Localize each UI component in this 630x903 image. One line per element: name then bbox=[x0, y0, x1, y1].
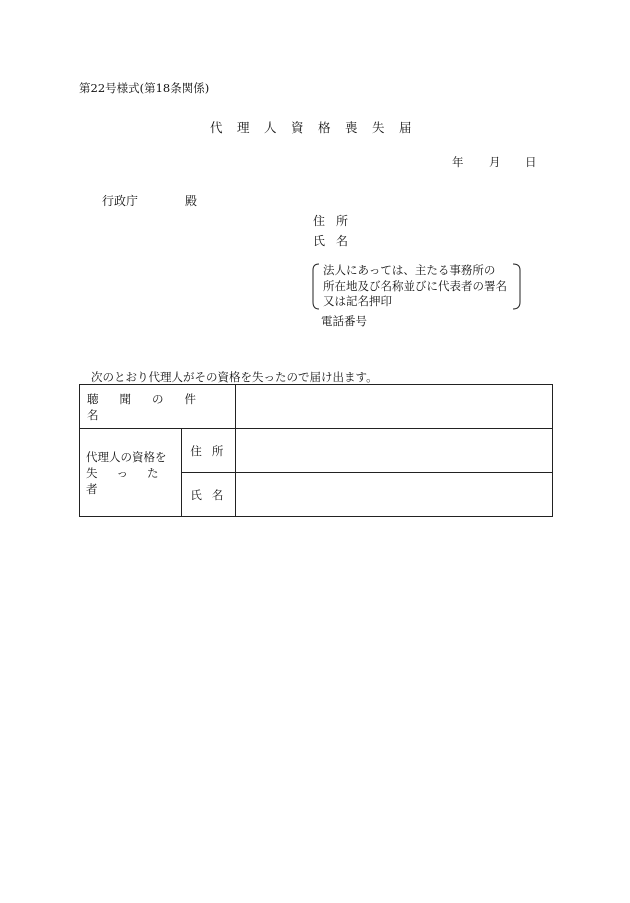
hearing-case-field[interactable] bbox=[236, 385, 553, 429]
lost-agent-label-line1: 代理人の資格を bbox=[86, 449, 167, 464]
address-label: 住所 bbox=[182, 429, 236, 473]
date-line bbox=[452, 154, 537, 170]
applicant-address-label: 住所 bbox=[313, 214, 360, 228]
document-title: 代理人資格喪失届 bbox=[210, 120, 427, 135]
applicant-block bbox=[313, 211, 359, 251]
addressee bbox=[102, 192, 197, 209]
addressee-office: 行政庁 bbox=[102, 194, 139, 208]
lost-agent-label bbox=[80, 429, 182, 517]
form-number: 第22号様式(第18条関係) bbox=[79, 81, 210, 95]
phone-label: 電話番号 bbox=[321, 314, 367, 328]
applicant-name-label: 氏名 bbox=[313, 234, 360, 248]
month-label: 月 bbox=[489, 155, 501, 169]
day-label: 日 bbox=[525, 155, 537, 169]
hearing-case-label: 聴聞の件名 bbox=[80, 385, 236, 429]
table-row bbox=[80, 385, 553, 429]
address-field[interactable] bbox=[236, 429, 553, 473]
addressee-honorific: 殿 bbox=[185, 194, 198, 208]
corporate-note-line: 又は記名押印 bbox=[323, 294, 392, 308]
notification-table bbox=[79, 384, 553, 517]
corporate-note bbox=[311, 263, 523, 309]
name-label: 氏名 bbox=[182, 473, 236, 517]
year-label: 年 bbox=[452, 155, 464, 169]
corporate-note-line: 所在地及び名称並びに代表者の署名 bbox=[323, 278, 507, 293]
corporate-note-line: 法人にあっては、主たる事務所の bbox=[323, 263, 496, 277]
lost-agent-label-line2: 失った者 bbox=[86, 465, 178, 496]
table-row bbox=[80, 429, 553, 473]
statement-text: 次のとおり代理人がその資格を失ったので届け出ます。 bbox=[91, 370, 378, 384]
name-field[interactable] bbox=[236, 473, 553, 517]
